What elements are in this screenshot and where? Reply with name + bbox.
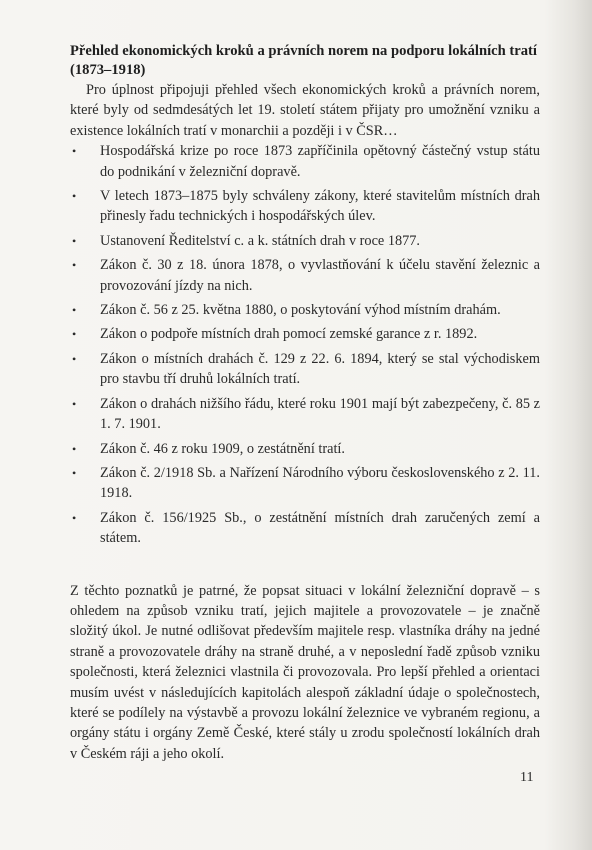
bullet-text: Zákon o drahách nižšího řádu, které roku 1901 mají být zabezpečeny, č. 85 z 1. 7. 1901. (100, 395, 540, 433)
bullet-list (70, 141, 540, 548)
bullet-text: Zákon o místních drahách č. 129 z 22. 6. 1894, který se stal východiskem pro stavbu tří druhů lokálních tratí. (100, 350, 540, 388)
bullet-marker: • (72, 327, 77, 342)
bullet-text: Ustanovení Ředitelství c. a k. státních drah v roce 1877. (100, 232, 421, 249)
page-content (70, 42, 540, 764)
body-paragraph: Z těchto poznatků je patrné, že popsat situaci v lokální železniční dopravě – s ohledem na způsob vzniku tratí, jejich majitele a provozovatele – je značně složitý úkol. Je nutné odlišovat především majitele resp. vlastníka dráhy na jedné straně a provozovatele dráhy na straně druhé, a v neposlední řadě způsob vzniku společnosti, která železnici vlastnila či provozovala. Pro lepší přehled a orientaci musím uvést v následujících kapitolách alespoň základní údaje o společnostech, které se podílely na výstavbě a provozu lokální železnice ve vybraném regionu, a orgány státu i orgány Země České, které stály u zrodu společností lokálních drah v Českém ráji a jeho okolí. (70, 582, 540, 762)
bullet-marker: • (72, 441, 77, 456)
bullet-text: Zákon o podpoře místních drah pomocí zemské garance z r. 1892. (100, 326, 478, 343)
bullet-marker: • (72, 510, 77, 525)
bullet-text: Zákon č. 156/1925 Sb., o zestátnění místních drah zaručených zemí a státem. (100, 509, 540, 547)
bullet-marker: • (72, 303, 77, 318)
bullet-item (70, 324, 540, 344)
bullet-marker: • (72, 233, 77, 248)
bullet-marker: • (72, 465, 77, 480)
bullet-marker: • (72, 351, 77, 366)
bullet-item (70, 349, 540, 390)
bullet-item (70, 463, 540, 504)
bullet-item (70, 439, 540, 459)
bullet-item (70, 255, 540, 296)
bullet-item (70, 300, 540, 320)
page-number: 11 (520, 770, 534, 785)
bullet-marker: • (72, 189, 77, 204)
bullet-item (70, 186, 540, 227)
bullet-text: Zákon č. 30 z 18. února 1878, o vyvlastňování k účelu stavění železnic a provozování jízdy na nich. (100, 257, 540, 294)
bullet-item (70, 231, 540, 251)
intro-paragraph: Pro úplnost připojuji přehled všech ekonomických kroků a právních norem, které byly od sedmdesátých let 19. století státem přijaty pro umožnění vzniku a existence lokálních tratí v monarchii a později i v ČSR… (70, 82, 540, 139)
bullet-text: Hospodářská krize po roce 1873 zapříčinila opětovný částečný vstup státu do podnikání v železniční dopravě. (100, 143, 540, 180)
bullet-text: V letech 1873–1875 byly schváleny zákony, které stavitelům místních drah přinesly řadu technických i hospodářských úlev. (100, 188, 540, 225)
bullet-marker: • (72, 144, 77, 159)
bullet-text: Zákon č. 56 z 25. května 1880, o poskytování výhod místním drahám. (100, 302, 501, 319)
bullet-marker: • (72, 396, 77, 411)
section-heading: Přehled ekonomických kroků a právních norem na podporu lokálních tratí (1873–1918) (70, 43, 537, 78)
bullet-item (70, 508, 540, 549)
bullet-item (70, 394, 540, 435)
bullet-text: Zákon č. 46 z roku 1909, o zestátnění tratí. (100, 440, 345, 457)
bullet-text: Zákon č. 2/1918 Sb. a Nařízení Národního výboru československého z 2. 11. 1918. (100, 464, 540, 502)
bullet-marker: • (72, 258, 77, 273)
bullet-item (70, 141, 540, 182)
